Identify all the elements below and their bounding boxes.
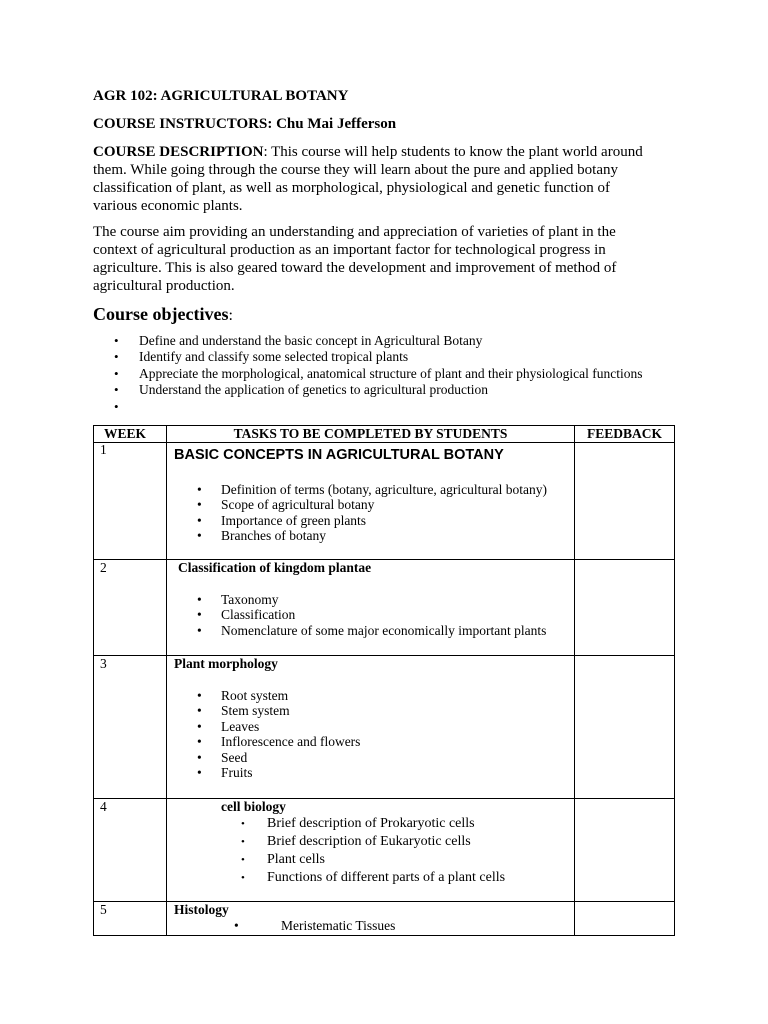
course-aim: [93, 223, 675, 295]
task-list: [167, 918, 574, 934]
task-title: Plant morphology: [174, 656, 278, 671]
course-description: [93, 143, 675, 215]
feedback-cell: [575, 443, 675, 560]
task-item: • Stem system: [167, 703, 574, 718]
task-item: • Brief description of Eukaryotic cells: [167, 833, 574, 851]
objective-item-empty: [93, 399, 642, 415]
description-line-4: various economic plants.: [93, 198, 243, 214]
task-item: • Brief description of Prokaryotic cells: [167, 815, 574, 833]
week-tasks: [167, 902, 575, 936]
week-number: 5: [94, 902, 167, 936]
task-title: cell biology: [221, 799, 286, 814]
task-item: • Classification: [167, 607, 574, 622]
table-row: [94, 443, 675, 560]
feedback-cell: [575, 902, 675, 936]
week-tasks: [167, 443, 575, 560]
task-title: Histology: [174, 902, 229, 917]
week-number: 3: [94, 656, 167, 799]
task-list: [167, 688, 574, 780]
task-item: • Inflorescence and flowers: [167, 734, 574, 749]
aim-line-1: The course aim providing an understanding and appreciation of varieties of plant in the: [93, 224, 616, 240]
aim-line-3: agriculture. This is also geared toward the development and improvement of method of: [93, 260, 617, 276]
task-item: • Definition of terms (botany, agriculture, agricultural botany): [167, 482, 574, 497]
task-item: • Plant cells: [167, 851, 574, 869]
table-header-row: [94, 426, 675, 443]
feedback-cell: [575, 560, 675, 656]
description-line-2: them. While going through the course they will learn about the pure and applied botany: [93, 162, 618, 178]
objectives-title: Course objectives: [93, 304, 229, 324]
week-tasks: [167, 799, 575, 902]
task-item: • Leaves: [167, 719, 574, 734]
task-title: Classification of kingdom plantae: [178, 560, 372, 575]
aim-line-2: context of agricultural production as an important factor for technological progress in: [93, 242, 606, 258]
week-number: 2: [94, 560, 167, 656]
task-title: BASIC CONCEPTS IN AGRICULTURAL BOTANY: [174, 447, 504, 463]
objective-item: • Identify and classify some selected tropical plants: [93, 349, 642, 365]
objectives-heading: [93, 304, 233, 325]
task-item: • Scope of agricultural botany: [167, 497, 574, 512]
task-item: • Root system: [167, 688, 574, 703]
week-tasks: [167, 656, 575, 799]
course-code-title: AGR 102: AGRICULTURAL BOTANY: [93, 88, 349, 104]
header-week: WEEK: [94, 426, 167, 443]
week-number: 4: [94, 799, 167, 902]
objectives-list: [93, 333, 642, 415]
task-list: [167, 482, 574, 544]
week-number: 1: [94, 443, 167, 560]
task-item: • Nomenclature of some major economically important plants: [167, 623, 574, 638]
task-item: • Importance of green plants: [167, 513, 574, 528]
table-row: [94, 656, 675, 799]
objective-item: • Define and understand the basic concept in Agricultural Botany: [93, 333, 642, 349]
feedback-cell: [575, 799, 675, 902]
task-item: • Seed: [167, 750, 574, 765]
table-row: [94, 902, 675, 936]
objective-item: • Understand the application of genetics to agricultural production: [93, 382, 642, 398]
header-feedback: FEEDBACK: [575, 426, 675, 443]
week-tasks: [167, 560, 575, 656]
weekly-schedule-table: [93, 425, 675, 936]
description-line-1: : This course will help students to know the plant world around: [263, 144, 643, 160]
task-item: • Meristematic Tissues: [167, 918, 574, 934]
task-item: • Branches of botany: [167, 528, 574, 543]
task-item: • Fruits: [167, 765, 574, 780]
description-label: COURSE DESCRIPTION: [93, 144, 264, 160]
task-item: • Taxonomy: [167, 592, 574, 607]
table-row: [94, 560, 675, 656]
header-tasks: TASKS TO BE COMPLETED BY STUDENTS: [167, 426, 575, 443]
objective-item: • Appreciate the morphological, anatomical structure of plant and their physiological functions: [93, 366, 642, 382]
description-line-3: classification of plant, as well as morphological, physiological and genetic function of: [93, 180, 610, 196]
task-list: [167, 592, 574, 638]
objectives-colon: :: [228, 307, 233, 324]
feedback-cell: [575, 656, 675, 799]
task-item: • Functions of different parts of a plant cells: [167, 869, 574, 887]
task-list: [167, 815, 574, 887]
table-row: [94, 799, 675, 902]
aim-line-4: agricultural production.: [93, 278, 235, 294]
course-instructors: COURSE INSTRUCTORS: Chu Mai Jefferson: [93, 116, 397, 132]
